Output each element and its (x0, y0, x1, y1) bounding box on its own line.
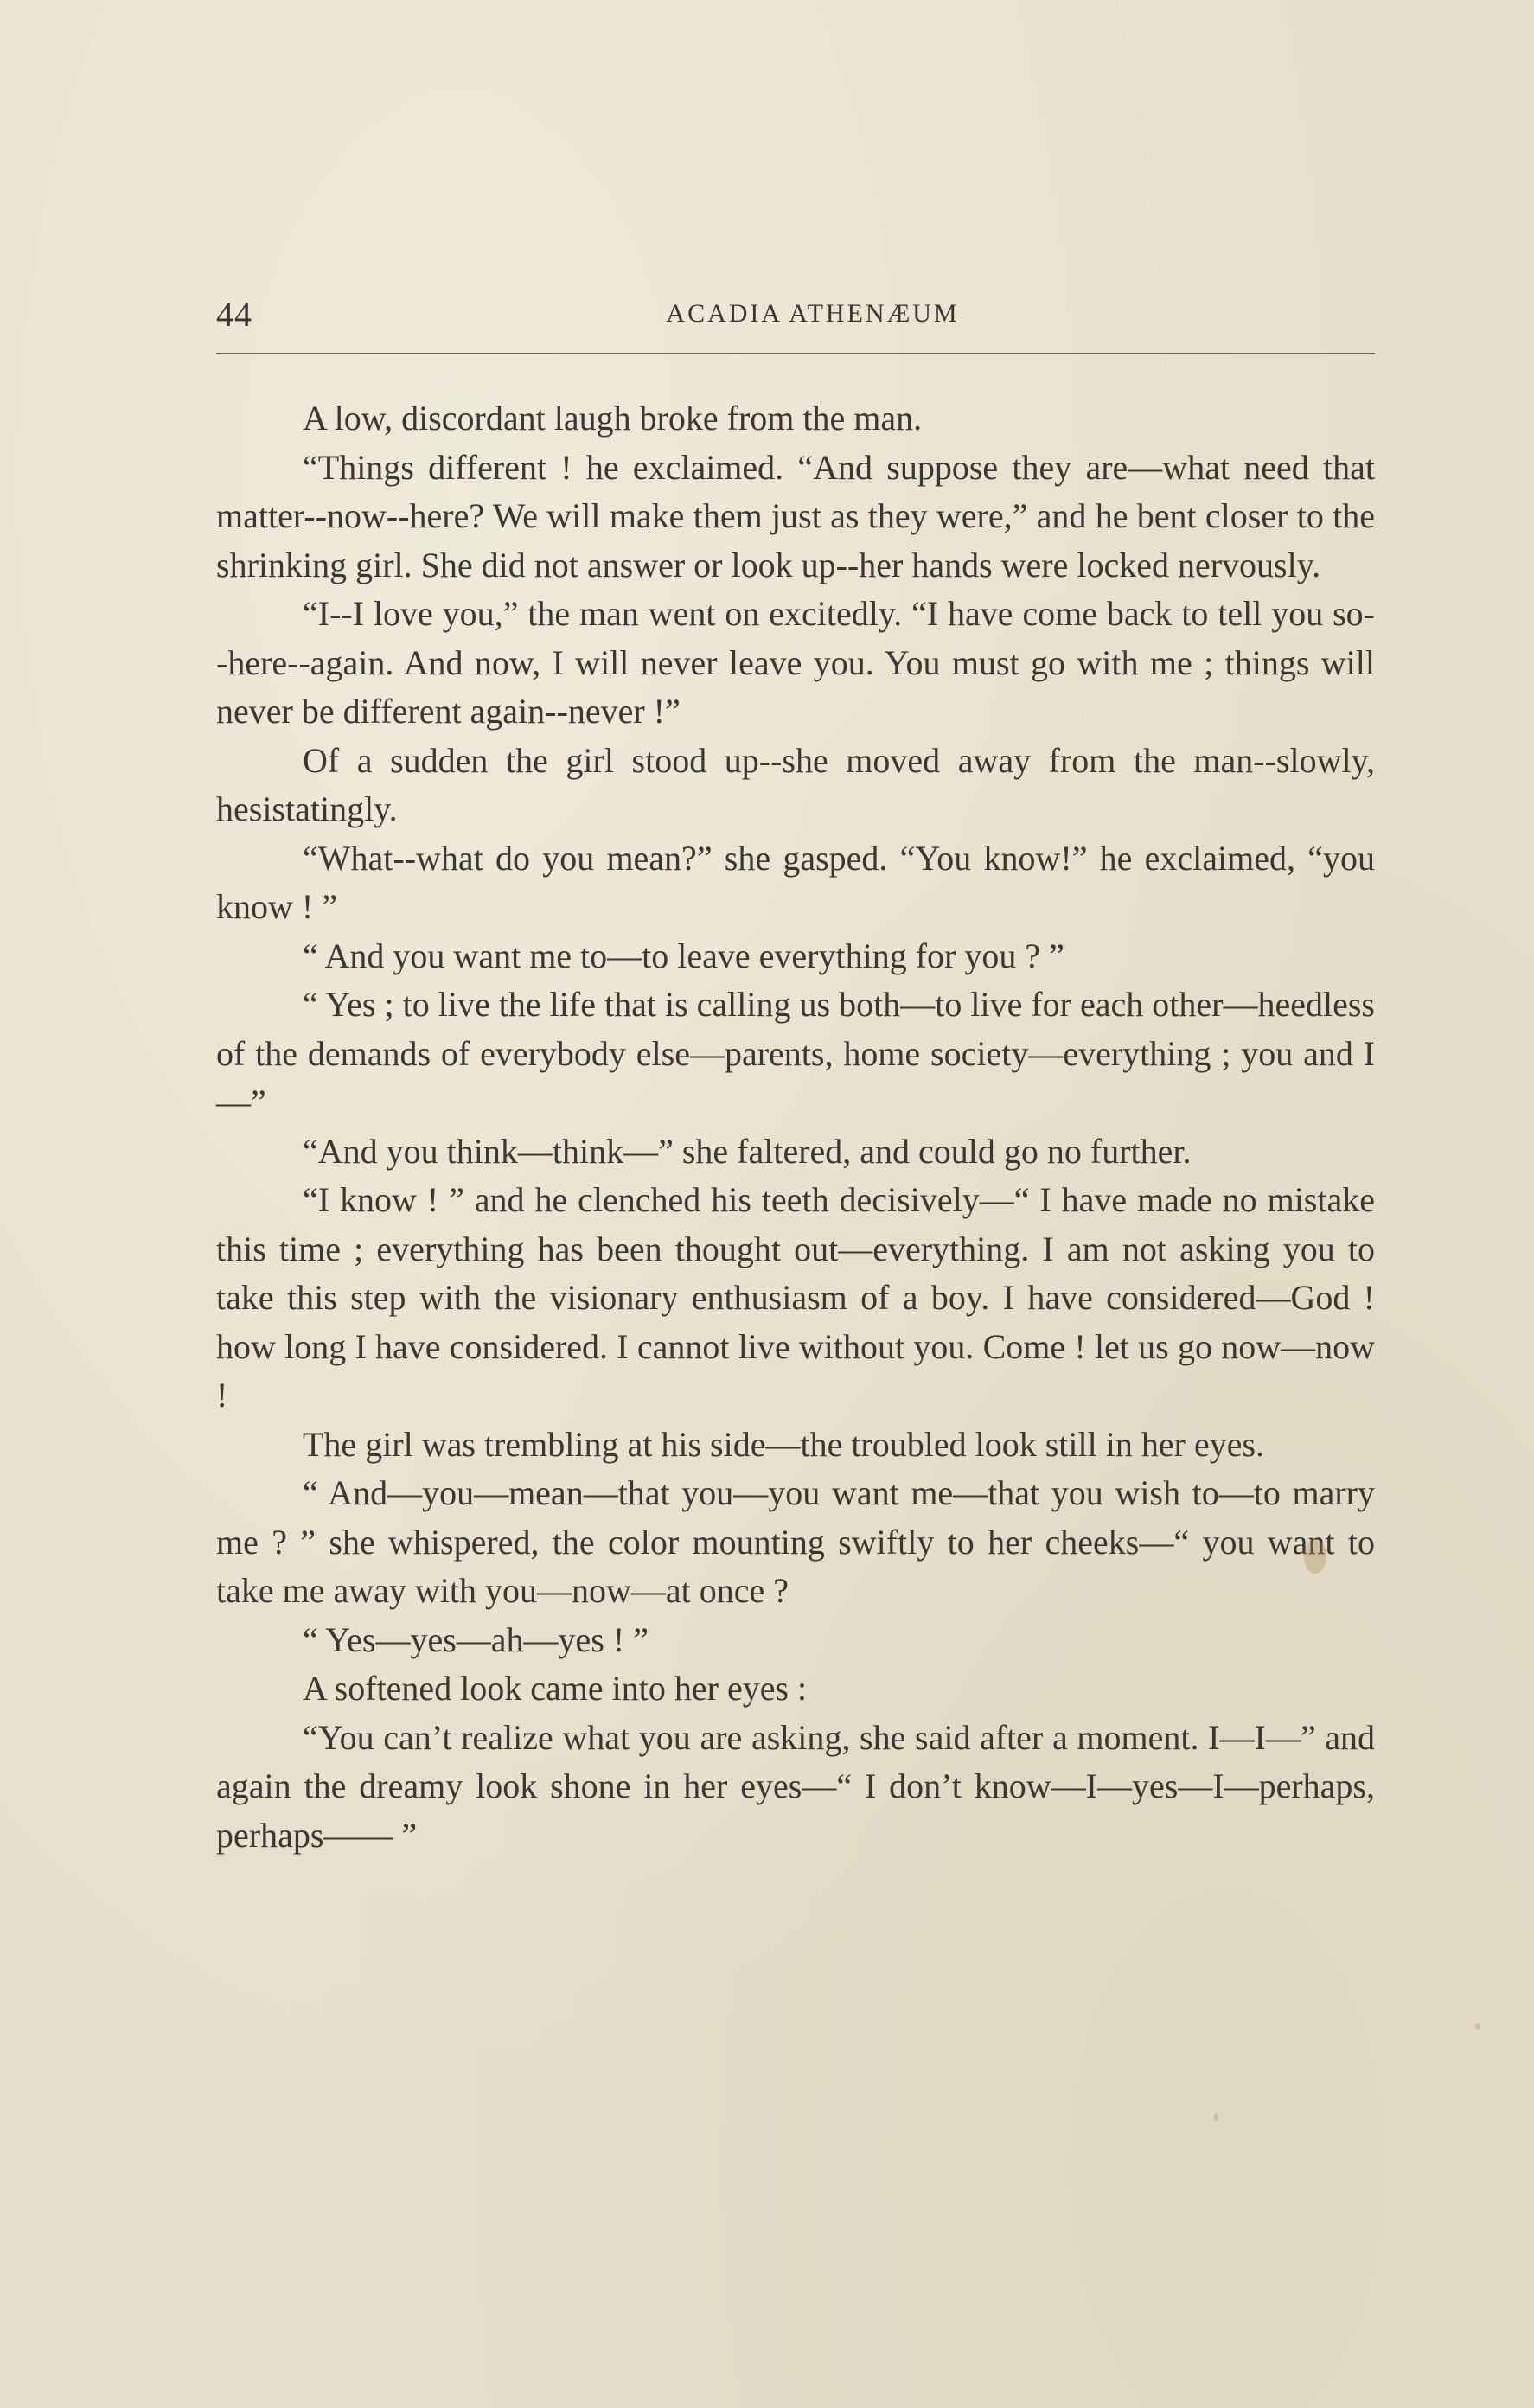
paragraph: “I--I love you,” the man went on excitedly. “I have come back to tell you so--here--again. And now, I will never leave you. You must go with me ; things will never be different again--never !” (216, 594, 1375, 731)
paper-stain (1304, 1539, 1326, 1574)
paragraph: Of a sudden the girl stood up--she moved away from the man--slowly, hesistatingly. (216, 740, 1375, 828)
paragraph: The girl was trembling at his side—the troubled look still in her eyes. (303, 1424, 1265, 1464)
paragraph: “I know ! ” and he clenched his teeth decisively—“ I have made no mistake this time ; everything has been thought out—everything. I am not asking you to take this step with the visionary enthusiasm of a boy. I have considered—God ! how long I have considered. I cannot live without you. Come ! let us go now—now ! (216, 1180, 1375, 1415)
paper-speck (1214, 2113, 1218, 2122)
paragraph: A low, discordant laugh broke from the man. (303, 399, 923, 438)
page-number: 44 (216, 295, 252, 334)
paragraph: “ And you want me to—to leave everything for you ? ” (303, 936, 1064, 975)
paragraph: “And you think—think—” she faltered, and could go no further. (303, 1131, 1192, 1171)
body-text (216, 394, 1375, 1860)
paragraph: “Things different ! he exclaimed. “And suppose they are—what need that matter--now--here? We will make them just as they were,” and he bent closer to the shrinking girl. She did not answer or look up--her hands were locked nervously. (216, 447, 1375, 584)
paragraph: A softened look came into her eyes : (303, 1669, 808, 1708)
paragraph: “You can’t realize what you are asking, she said after a moment. I—I—” and again the dreamy look shone in her eyes—“ I don’t know—I—yes—I—perhaps, perhaps—— ” (216, 1717, 1375, 1855)
paragraph: “ Yes—yes—ah—yes ! ” (303, 1619, 649, 1659)
paragraph: “ Yes ; to live the life that is calling us both—to live for each other—heedless of the demands of everybody else—parents, home society—everything ; you and I—” (216, 985, 1375, 1121)
paragraph: “ And—you—mean—that you—you want me—that you wish to—to marry me ? ” she whispered, the color mounting swiftly to her cheeks—“ you want to take me away with you—now—at once ? (216, 1473, 1375, 1610)
header-rule (216, 353, 1375, 354)
page-header (216, 294, 1375, 346)
running-head: ACADIA ATHENÆUM (666, 299, 960, 328)
paper-speck (1475, 2023, 1480, 2030)
paragraph: “What--what do you mean?” she gasped. “You know!” he exclaimed, “you know ! ” (216, 838, 1375, 926)
